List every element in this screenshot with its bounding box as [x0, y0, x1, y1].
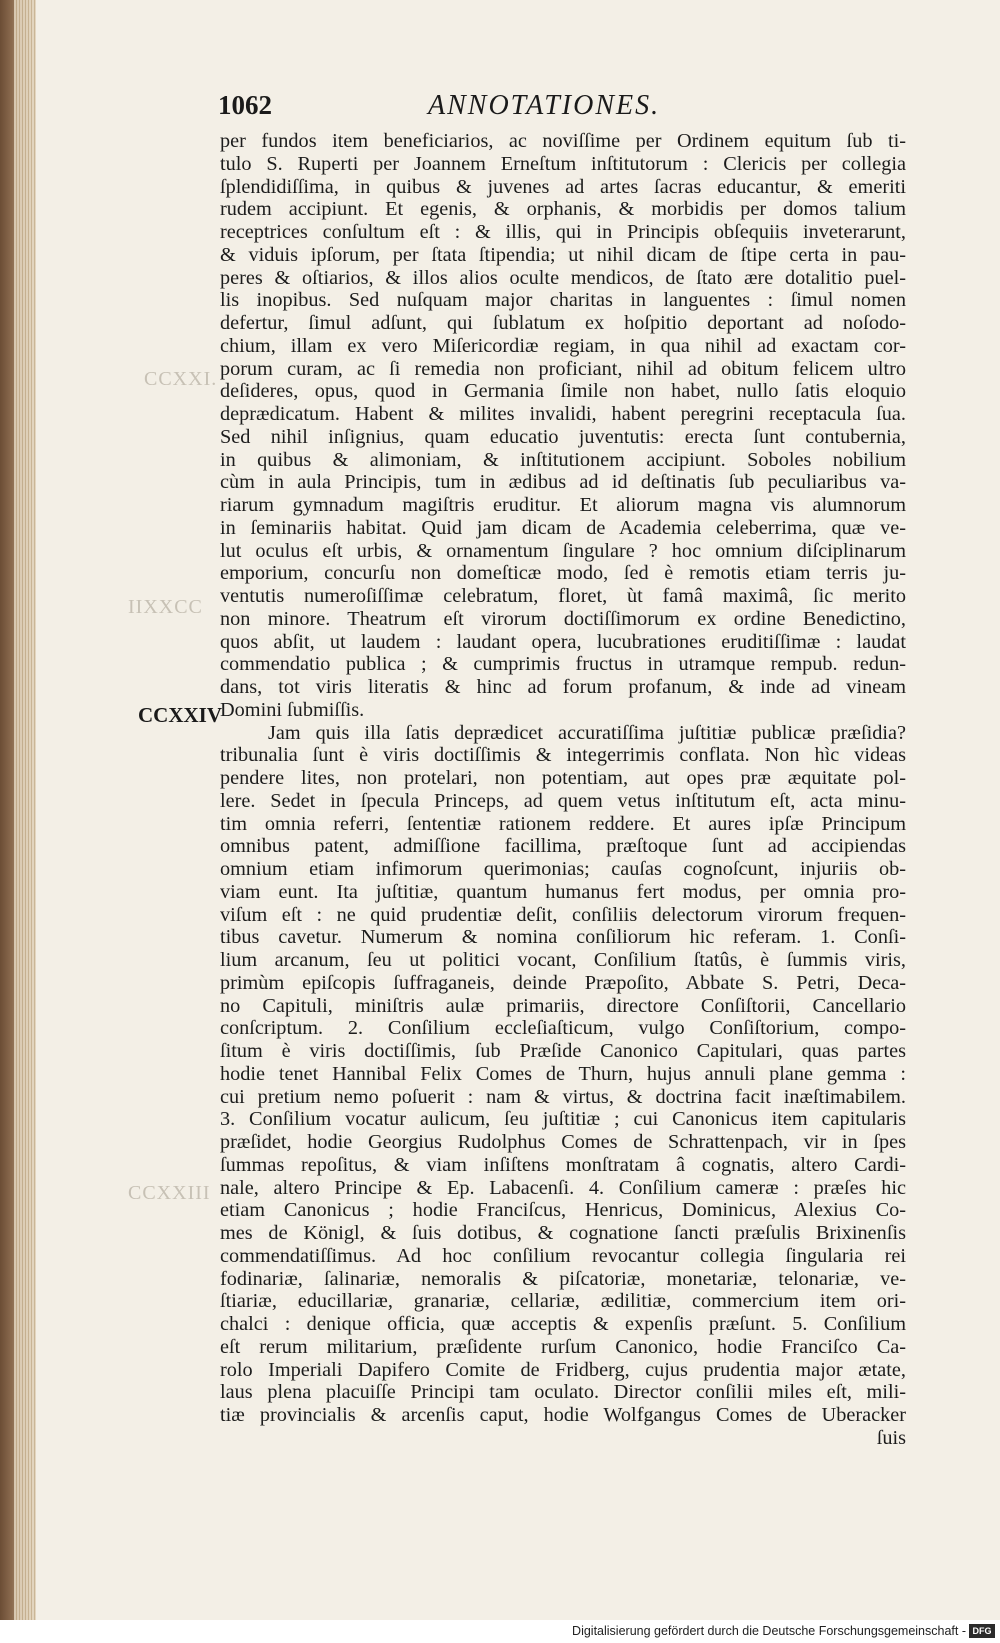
text-line: defertur, ſimul adſunt, qui ſublatum ex hoſpitio deportant ad noſodo- — [220, 312, 906, 334]
text-line: porum curam, ac ſi remedia non proficiant, nihil ad obitum felicem ultro — [220, 357, 906, 380]
text-line: & viduis ipſorum, per ſtata ſtipendia; ut nihil dicam de ſtipe certa in pau- — [220, 243, 906, 266]
text-line: receptrices conſultum eſt : & illis, qui in Principis obſequiis inveterarunt, — [220, 221, 906, 243]
text-line: chium, illam ex vero Miſericordiæ regiam, in qua nihil ad exactam cor- — [220, 334, 906, 357]
bleed-through-text: CCXXI. — [144, 368, 218, 390]
dfg-logo: DFG — [969, 1624, 995, 1638]
text-line: tiæ provincialis & arcenſis caput, hodie Wolfgangus Comes de Uberacker — [220, 1404, 906, 1426]
text-line: per fundos item beneficiarios, ac noviſſime per Ordinem equitum ſub ti- — [220, 130, 906, 152]
text-line: lium arcanum, ſeu ut politici vocant, Conſilium ſtatûs, è ſummis viris, — [220, 949, 906, 971]
page-header — [218, 90, 908, 126]
text-line: omnium etiam infimorum querimonias; cauſas cognoſcunt, injuriis ob- — [220, 858, 906, 880]
text-line: præſidet, hodie Georgius Rudolphus Comes de Schrattenpach, vir in ſpes — [220, 1131, 906, 1153]
text-line: Sed nihil inſignius, quam educatio juventutis: erecta ſunt contubernia, — [220, 425, 906, 448]
text-line: conſcriptum. 2. Conſilium eccleſiaſticum, vulgo Conſiſtorium, compo- — [220, 1017, 906, 1040]
text-line: eſt rerum militarium, præſidente rurſum Canonico, hodie Franciſco Ca- — [220, 1335, 906, 1358]
text-line: fodinariæ, ſalinariæ, nemoralis & piſcatoriæ, monetariæ, telonariæ, ve- — [220, 1267, 906, 1290]
text-line: hodie tenet Hannibal Felix Comes de Thurn, hujus annuli plane gemma : — [220, 1062, 906, 1085]
text-line: tibus cavetur. Numerum & nomina conſiliorum hic referam. 1. Conſi- — [220, 926, 906, 949]
text-line: ſtiariæ, educillariæ, granariæ, cellariæ, ædilitiæ, commercium item ori- — [220, 1290, 906, 1313]
text-line: viſum eſt : ne quid prudentiæ deſit, conſiliis delectorum virorum frequen- — [220, 903, 906, 926]
bleed-through-text: CCXXIII — [128, 1182, 211, 1204]
text-line: riarum gymnadum magiſtris eruditur. Et aliorum magna vis alumnorum — [220, 494, 906, 516]
catchword: ſuis — [876, 1426, 906, 1449]
text-line: lere. Sedet in ſpecula Princeps, ad quem vetus inſtitutum eſt, acta minu- — [220, 789, 906, 812]
funding-note: Digitalisierung gefördert durch die Deutsche Forschungsgemeinschaft - — [572, 1624, 966, 1638]
text-line: Domini ſubmiſſis. — [220, 698, 365, 721]
text-line: deprædicatum. Habent & milites invalidi, habent peregrini receptacula ſua. — [220, 403, 906, 425]
text-line: deſideres, opus, quod in Germania ſimile non habet, nullo ſatis eloquio — [220, 380, 906, 403]
text-line: dans, tot viris literatis & hinc ad forum profanum, & inde ad vineam — [220, 676, 906, 698]
text-line: pendere lites, non protelari, non potentiam, aut opes præ æquitate pol- — [220, 767, 906, 789]
text-line: tribunalia ſunt è viris doctiſſimis & integerrimis conflata. Non hìc videas — [220, 744, 906, 767]
text-line: viam eunt. Ita juſtitiæ, quantum humanus fert modus, per omnia pro- — [220, 880, 906, 903]
text-line: emporium, concurſu non domeſticæ modo, ſed è remotis etiam terris ju- — [220, 562, 906, 585]
text-line: in quibus & alimoniam, & inſtitutionem accipiunt. Soboles nobilium — [220, 448, 906, 471]
text-line: laus plena placuiſſe Principi tam oculato. Director conſilii miles eſt, mili- — [220, 1381, 906, 1404]
text-line: tulo S. Ruperti per Joannem Erneſtum inſtitutorum : Clericis per collegia — [220, 152, 906, 175]
bleed-through-text: IIXXCC — [128, 596, 203, 618]
text-line: 3. Conſilium vocatur aulicum, ſeu juſtitiæ ; cui Canonicus item capitularis — [220, 1108, 906, 1131]
text-line: rudem accipiunt. Et egenis, & orphanis, & morbidis per domos talium — [220, 198, 906, 221]
text-line: Jam quis illa ſatis deprædicet accuratiſſima juſtitiæ publicæ præſidia? — [268, 721, 906, 744]
text-line: etiam Canonicus ; hodie Franciſcus, Henricus, Dominicus, Alexius Co- — [220, 1199, 906, 1222]
text-line: quos abſit, ut laudem : laudant opera, lucubrationes eruditiſſimæ : laudat — [220, 630, 906, 653]
footer-bar — [0, 1620, 1000, 1643]
margin-section-number: CCXXIV — [138, 703, 222, 727]
text-line: non minore. Theatrum eſt virorum doctiſſimorum ex ordine Benedictino, — [220, 607, 906, 630]
text-line: ſplendidiſſima, in quibus & juvenes ad artes ſacras educantur, & emeriti — [220, 175, 906, 198]
text-line: cùm in aula Principis, tum in ædibus ad id deſtinatis ſub peculiaribus va- — [220, 471, 906, 494]
text-line: ſummas repoſitus, & viam inſiſtens monſtratam â cognatis, altero Cardi- — [220, 1153, 906, 1176]
text-line: omnibus patent, admiſſione facillima, præſtoque ſunt ad accipiendas — [220, 835, 906, 858]
text-line: commendatio publica ; & cumprimis fructus in utramque rempub. redun- — [220, 653, 906, 676]
text-line: mes de Königl, & ſuis dotibus, & cognatione ſancti præſulis Brixinenſis — [220, 1222, 906, 1244]
text-line: chalci : denique officia, quæ acceptis & expenſis præſunt. 5. Conſilium — [220, 1313, 906, 1335]
body-text — [220, 130, 906, 1450]
text-line: lis inopibus. Sed nuſquam major charitas in languentes : ſimul nomen — [220, 289, 906, 312]
text-line: nale, altero Principe & Ep. Labacenſi. 4. Conſilium cameræ : præſes hic — [220, 1176, 906, 1199]
text-line: peres & oſtiarios, & illos alios oculte mendicos, de ſtato ære dotalitio puel- — [220, 266, 906, 289]
text-line: ventutis numeroſiſſimæ celebratum, floret, ùt famâ maximâ, ſic merito — [220, 585, 906, 607]
page-number: 1062 — [218, 90, 272, 120]
running-head: ANNOTATIONES. — [428, 90, 661, 121]
text-line: primùm epiſcopis ſuffraganeis, deinde Præpoſito, Abbate S. Petri, Deca- — [220, 971, 906, 994]
text-line: cui pretium nemo poſuerit : nam & virtus, & doctrina facit inæſtimabilem. — [220, 1085, 906, 1108]
text-line: commendatiſſimus. Ad hoc conſilium revocantur collegia ſingularia rei — [220, 1244, 906, 1267]
text-line: no Capituli, miniſtris aulæ primariis, directore Conſiſtorii, Cancellario — [220, 994, 906, 1017]
page-edges — [14, 0, 36, 1643]
text-line: ſitum è viris doctiſſimis, ſub Præſide Canonico Capitulari, quas partes — [220, 1040, 906, 1062]
text-line: lut oculus eſt urbis, & ornamentum ſingulare ? hoc omnium diſciplinarum — [220, 539, 906, 562]
text-line: in ſeminariis habitat. Quid jam dicam de Academia celeberrima, quæ ve- — [220, 516, 906, 539]
text-line: tim omnia referri, ſententiæ rationem reddere. Et aures ipſæ Principum — [220, 812, 906, 835]
text-line: rolo Imperiali Dapifero Comite de Fridberg, cujus prudentia major ætate, — [220, 1358, 906, 1381]
